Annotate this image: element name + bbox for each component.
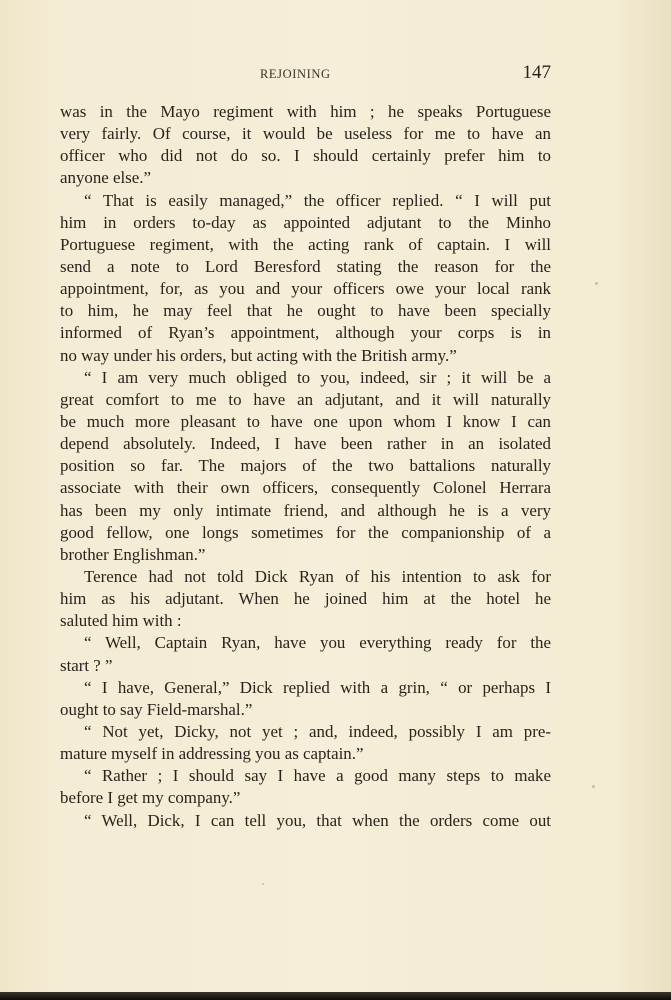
text-line: “ Not yet, Dicky, not yet ; and, indeed, possibly I am pre- xyxy=(84,721,551,741)
text-line: “ I have, General,” Dick replied with a grin, “ or perhaps I xyxy=(84,677,551,697)
text-line: be much more pleasant to have one upon whom I know I can xyxy=(60,411,551,431)
text-line: before I get my company.” xyxy=(60,788,241,808)
paper-speck xyxy=(262,883,264,885)
text-line: no way under his orders, but acting with the British army.” xyxy=(60,345,457,365)
text-line: him in orders to-day as appointed adjutant to the Minho xyxy=(60,212,551,232)
running-head: REJOINING xyxy=(260,67,331,81)
text-line: “ That is easily managed,” the officer replied. “ I will put xyxy=(84,190,551,210)
text-line: has been my only intimate friend, and although he is a very xyxy=(60,500,551,520)
text-line: very fairly. Of course, it would be useless for me to have an xyxy=(60,124,551,144)
text-line: good fellow, one longs sometimes for the companionship of a xyxy=(60,522,551,542)
text-line: him as his adjutant. When he joined him at the hotel he xyxy=(60,589,551,609)
text-line: anyone else.” xyxy=(60,168,151,188)
text-line: “ I am very much obliged to you, indeed, sir ; it will be a xyxy=(84,367,551,387)
text-line: brother Englishman.” xyxy=(60,544,206,564)
page-number: 147 xyxy=(522,62,551,83)
text-line: great comfort to me to have an adjutant, and it will naturally xyxy=(60,389,551,409)
paper-speck xyxy=(595,282,598,285)
text-line: ought to say Field-marshal.” xyxy=(60,699,253,719)
text-line: mature myself in addressing you as captain.” xyxy=(60,744,364,764)
text-line: was in the Mayo regiment with him ; he speaks Portuguese xyxy=(60,102,551,121)
paper-speck xyxy=(592,785,595,788)
body-text xyxy=(60,101,551,832)
text-line: position so far. The majors of the two battalions naturally xyxy=(60,456,551,476)
text-line: “ Well, Captain Ryan, have you everything ready for the xyxy=(84,633,551,653)
text-line: start ? ” xyxy=(60,655,113,675)
text-line: Terence had not told Dick Ryan of his intention to ask for xyxy=(84,566,551,586)
text-line: saluted him with : xyxy=(60,611,182,631)
text-line: “ Rather ; I should say I have a good many steps to make xyxy=(84,766,551,786)
text-line: appointment, for, as you and your officers owe your local rank xyxy=(60,279,551,299)
text-line: officer who did not do so. I should certainly prefer him to xyxy=(60,146,551,166)
text-line: to him, he may feel that he ought to have been specially xyxy=(60,301,551,321)
text-line: send a note to Lord Beresford stating the reason for the xyxy=(60,256,551,276)
page-header xyxy=(60,62,551,86)
text-line: informed of Ryan’s appointment, although your corps is in xyxy=(60,323,551,343)
text-line: depend absolutely. Indeed, I have been rather in an isolated xyxy=(60,434,551,454)
text-line: Portuguese regiment, with the acting rank of captain. I will xyxy=(60,234,551,254)
text-line: associate with their own officers, consequently Colonel Herrara xyxy=(60,478,551,498)
scan-bottom-edge xyxy=(0,992,671,1000)
text-line: “ Well, Dick, I can tell you, that when the orders come out xyxy=(84,810,551,830)
